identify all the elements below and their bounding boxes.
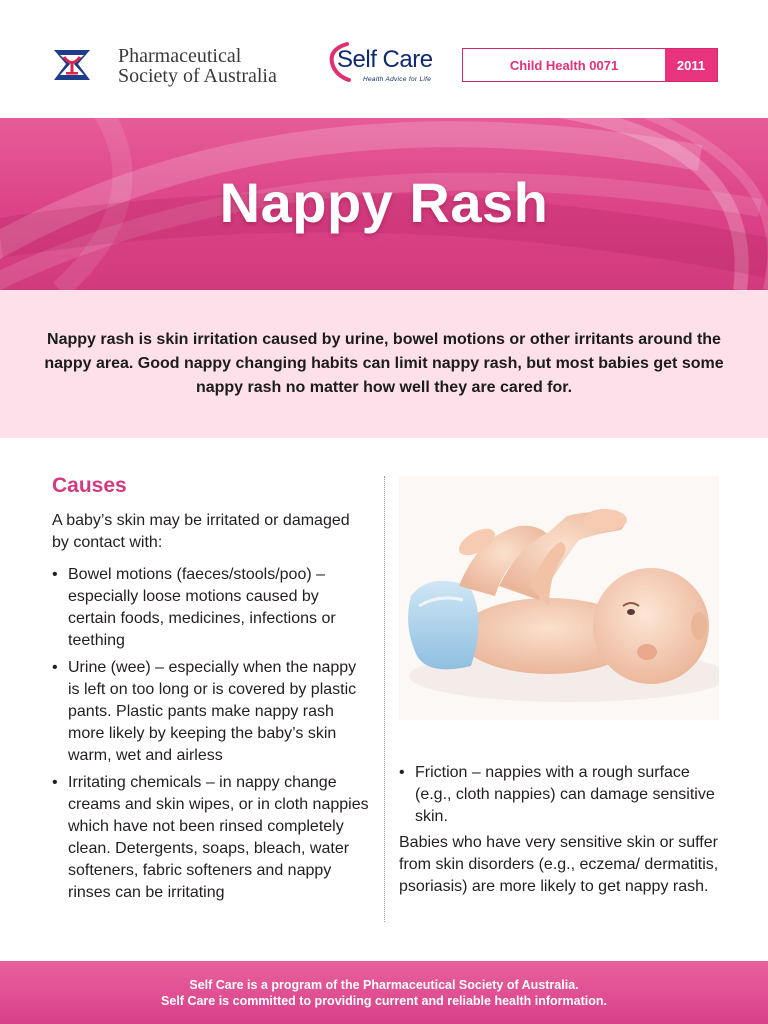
intro-panel: [0, 290, 768, 438]
page-header: [0, 0, 768, 118]
list-item: • Friction – nappies with a rough surface (e.g., cloth nappies) can damage sensitive skin.: [399, 762, 729, 828]
column-divider: [384, 476, 385, 922]
selfcare-tagline: Health Advice for Life: [363, 76, 432, 83]
causes-lead: A baby’s skin may be irritated or damaged by contact with:: [52, 512, 350, 551]
selfcare-name: Self Care: [337, 46, 433, 73]
list-item: • Bowel motions (faeces/stools/poo) – especially loose motions caused by certain foods, medicines, infections or teething: [52, 564, 370, 652]
baby-photo: [399, 476, 719, 720]
right-column: [399, 476, 729, 898]
causes-list: [52, 564, 370, 904]
psa-logo: [52, 46, 302, 90]
causes-section: [52, 468, 370, 909]
selfcare-logo: [323, 40, 447, 88]
psa-wordmark: [118, 46, 277, 86]
intro-text: Nappy rash is skin irritation caused by urine, bowel motions or other irritants around the nappy area. Good nappy changing habits can limit nappy rash, but most babies get some nappy rash no matter how well they are cared for.: [44, 331, 724, 396]
sensitive-skin-note: Babies who have very sensitive skin or suffer from skin disorders (e.g., eczema/ dermatitis, psoriasis) are more likely to get nappy rash.: [399, 834, 719, 895]
psa-name-line2: Society of Australia: [118, 65, 277, 87]
footer-line-1: Self Care is a program of the Pharmaceutical Society of Australia.: [189, 977, 579, 992]
series-year: 2011: [665, 49, 717, 81]
list-item: • Urine (wee) – especially when the nappy is left on too long or is covered by plastic pants. Plastic pants make nappy rash more likely by keeping the baby’s skin warm, wet and airless: [52, 657, 370, 767]
list-item: • Irritating chemicals – in nappy change creams and skin wipes, or in cloth nappies which have not been rinsed completely clean. Detergents, soaps, bleach, water softeners, fabric softeners and nappy rinses can be irritating: [52, 772, 370, 904]
footer-line-2: Self Care is committed to providing current and reliable health information.: [161, 993, 607, 1008]
title-banner: [0, 118, 768, 290]
series-label: Child Health 0071: [509, 57, 619, 73]
baby-illustration: [399, 476, 719, 720]
psa-name-line1: Pharmaceutical: [118, 45, 242, 67]
causes-heading: Causes: [52, 474, 127, 497]
page-footer: [0, 961, 768, 1024]
page-title: Nappy Rash: [219, 171, 549, 234]
causes-list-continued: [399, 762, 729, 828]
series-badge: [462, 48, 718, 82]
psa-emblem-icon: [52, 46, 92, 86]
